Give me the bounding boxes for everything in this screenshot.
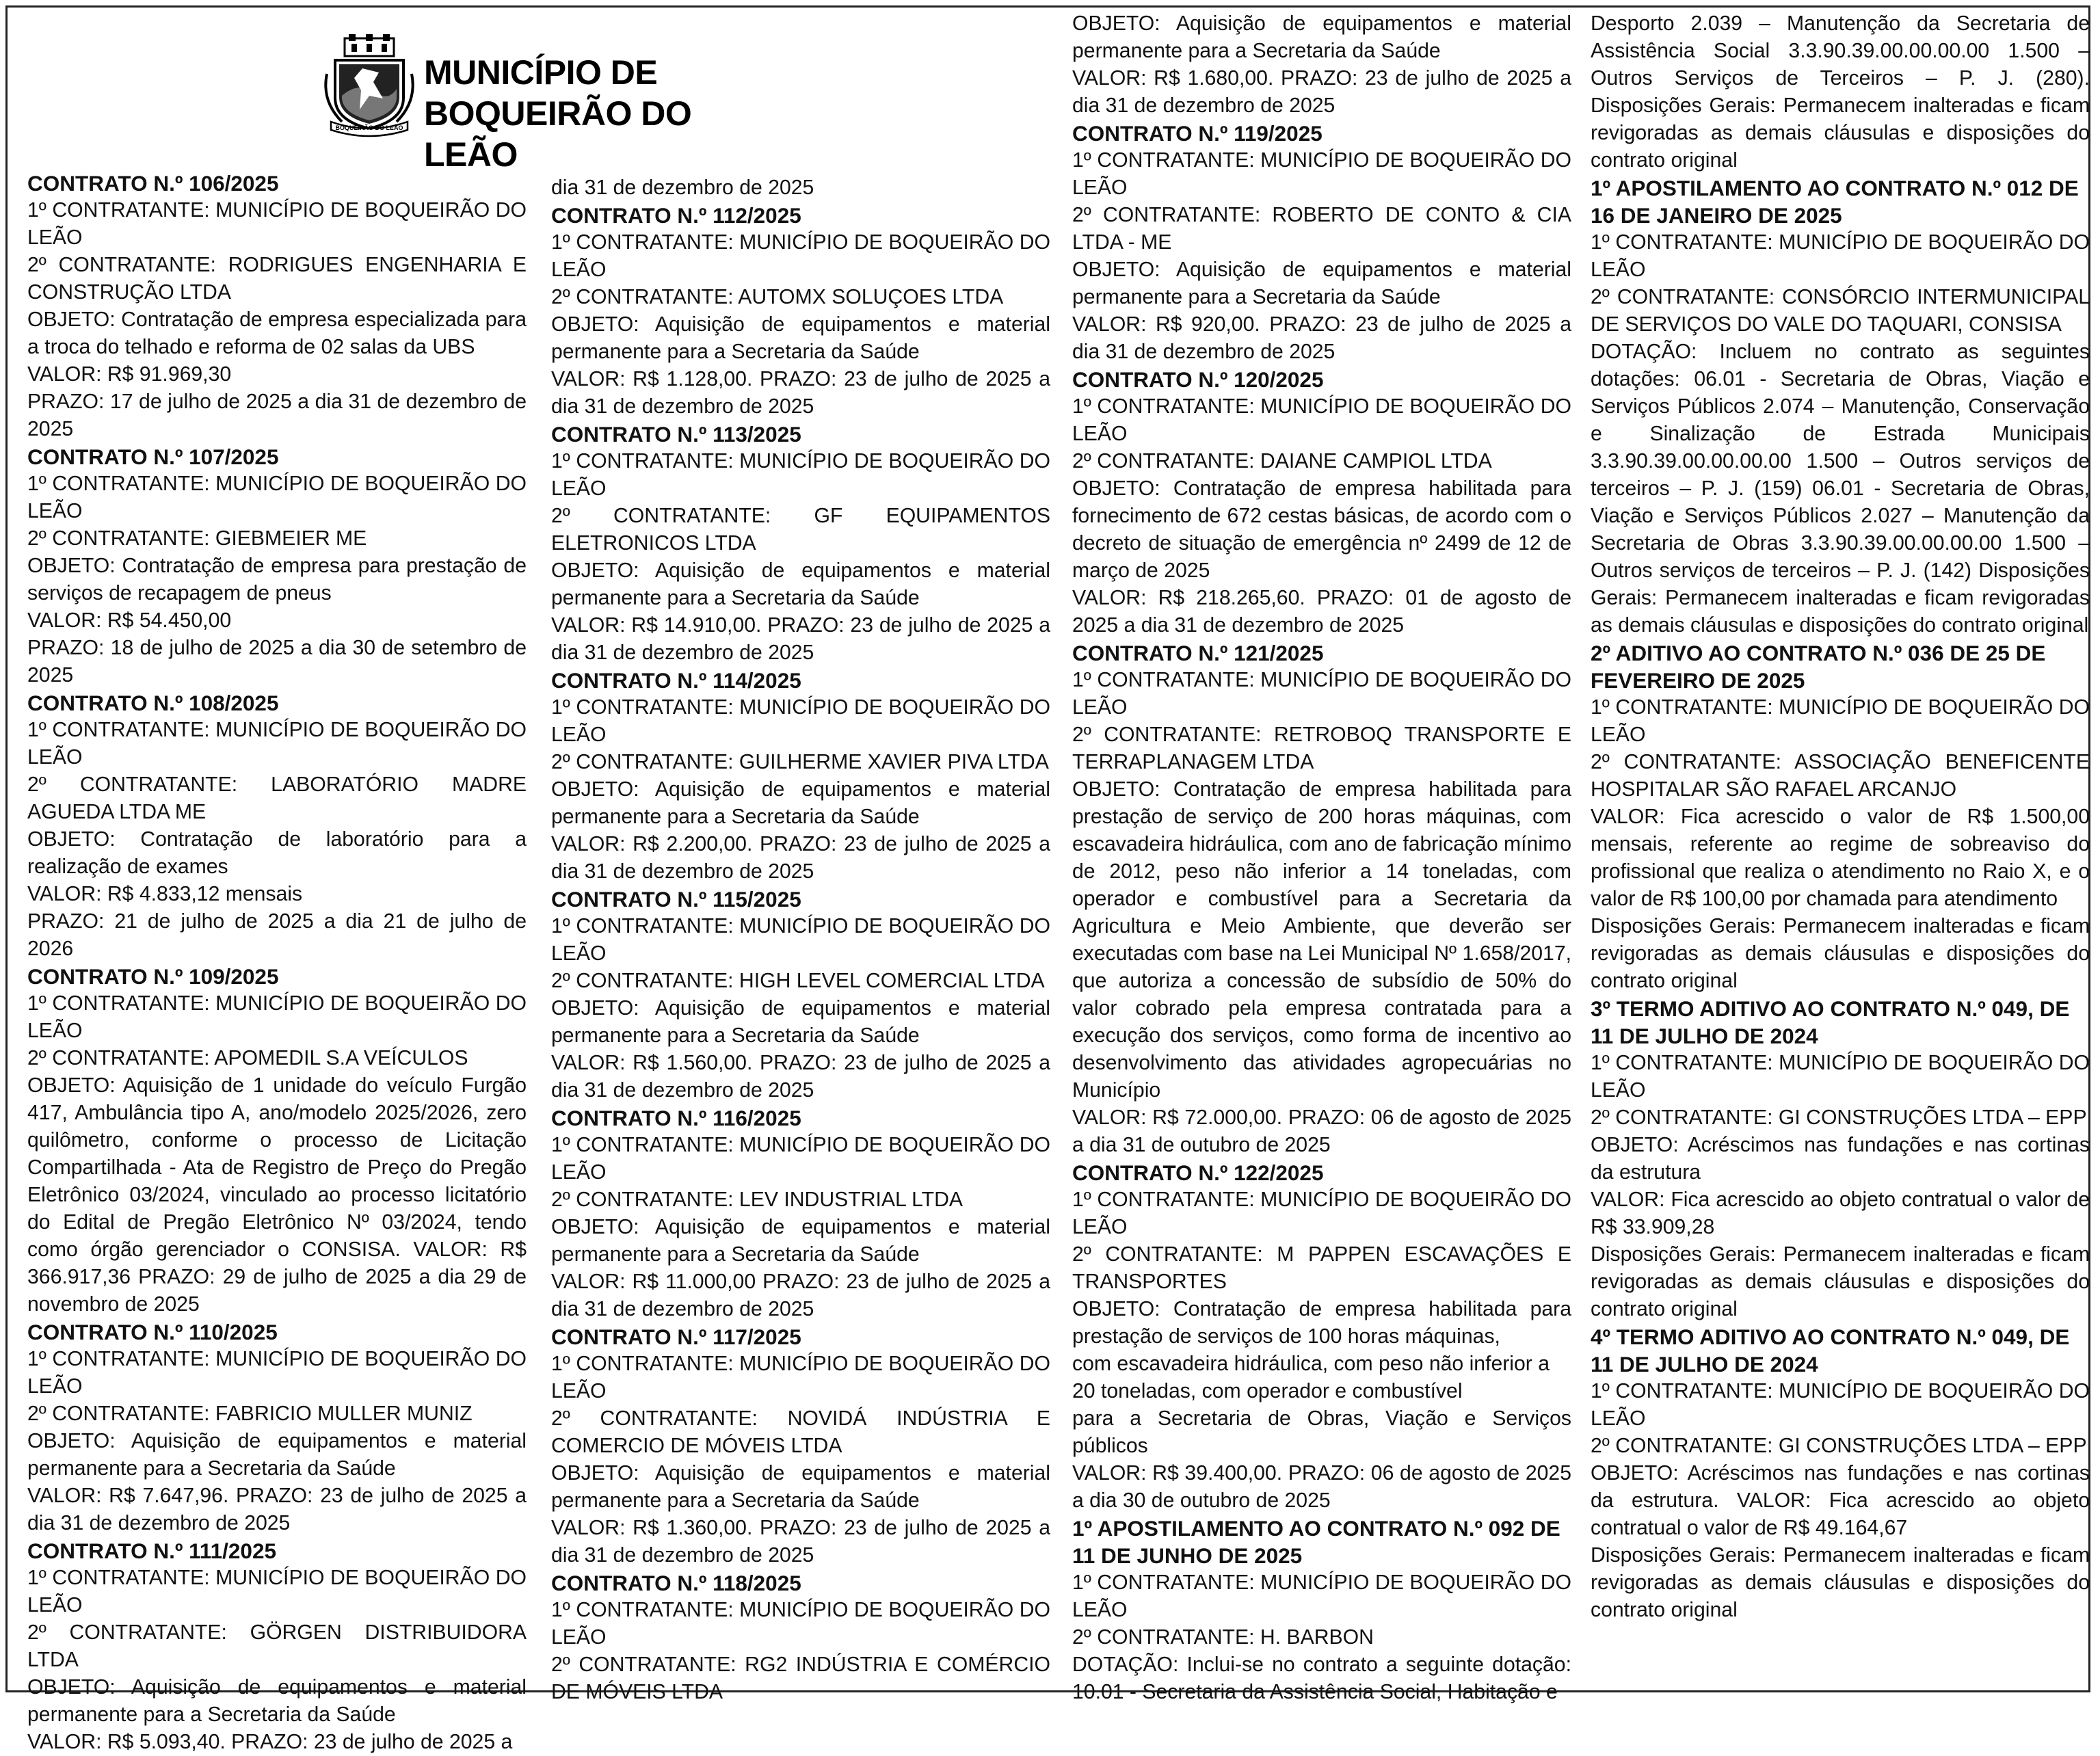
contract-text: OBJETO: Aquisição de equipamentos e material permanente para a Secretaria da Saúde — [1072, 12, 1571, 62]
contract-text: 1º CONTRATANTE: MUNICÍPIO DE BOQUEIRÃO DO LEÃO — [27, 1567, 527, 1617]
contract-text: Disposições Gerais: Permanecem inalteradas e ficam revigoradas as demais cláusulas e disposições do contrato original — [1591, 1544, 2090, 1621]
contract-text: 1º CONTRATANTE: MUNICÍPIO DE BOQUEIRÃO DO LEÃO — [27, 992, 527, 1042]
column-3 — [1072, 10, 1571, 1703]
contract-text: VALOR: R$ 91.969,30 — [27, 363, 232, 386]
contract-text: 2º CONTRATANTE: RG2 INDÚSTRIA E COMÉRCIO DE MÓVEIS LTDA — [551, 1653, 1050, 1703]
contract-text: 2º CONTRATANTE: APOMEDIL S.A VEÍCULOS — [27, 1047, 468, 1069]
contract-text: OBJETO: Aquisição de 1 unidade do veículo Furgão 417, Ambulância tipo A, ano/modelo 2025/2026, zero quilômetro, conforme o processo de Licitação Compartilhada - Ata de Registro de Preço do Pregão Eletrônico 03/2024, vinculado ao processo licitatório do Edital de Pregão Eletrônico Nº 03/2024, tendo como órgão gerenciador o CONSISA. VALOR: R$ 366.917,36 PRAZO: 29 de julho de 2025 a dia 29 de novembro de 2025 — [27, 1074, 527, 1316]
contract-text: 1º CONTRATANTE: MUNICÍPIO DE BOQUEIRÃO DO LEÃO — [27, 473, 527, 522]
contract-heading: CONTRATO N.º 122/2025 — [1072, 1160, 1324, 1185]
contract-text: Disposições Gerais: Permanecem inalteradas e ficam revigoradas as demais cláusulas e disposições do contrato original — [1591, 915, 2090, 992]
contract-text: OBJETO: Contratação de empresa habilitada para prestação de serviço de 200 horas máquinas, com escavadeira hidráulica, com ano de fabricação mínimo de 2012, peso não inferior a 14 toneladas, com operador e combustível para a Secretaria da Agricultura e Meio Ambiente, que deverão ser executadas com base na Lei Municipal Nº 1.658/2017, que autoriza a concessão de subsídio de 50% do valor cobrado pela empresa contratada para a execução dos serviços, como forma de incentivo ao desenvolvimento das atividades agropecuárias no Município — [1072, 778, 1571, 1102]
contract-text: OBJETO: Aquisição de equipamentos e material permanente para a Secretaria da Saúde — [1072, 258, 1571, 308]
contract-text: 2º CONTRATANTE: NOVIDÁ INDÚSTRIA E COMERCIO DE MÓVEIS LTDA — [551, 1407, 1050, 1457]
contract-text: VALOR: R$ 1.360,00. PRAZO: 23 de julho de 2025 a dia 31 de dezembro de 2025 — [551, 1517, 1050, 1567]
contract-text: OBJETO: Aquisição de equipamentos e material permanente para a Secretaria da Saúde — [551, 1462, 1050, 1512]
contract-text: VALOR: R$ 14.910,00. PRAZO: 23 de julho de 2025 a dia 31 de dezembro de 2025 — [551, 614, 1050, 664]
contract-text: 1º CONTRATANTE: MUNICÍPIO DE BOQUEIRÃO DO LEÃO — [1072, 149, 1571, 199]
contract-text: Desporto 2.039 – Manutenção da Secretaria de Assistência Social 3.3.90.39.00.00.00.00 1.500 – Outros Serviços de Terceiros – P. J. (280). Disposições Gerais: Permanecem inalteradas e ficam revigoradas as demais cláusulas e disposições do contrato original — [1591, 12, 2090, 172]
contract-text: para a Secretaria de Obras, Viação e Serviços públicos — [1072, 1407, 1571, 1457]
contract-text: 2º CONTRATANTE: LEV INDUSTRIAL LTDA — [551, 1188, 963, 1211]
contract-text: 2º CONTRATANTE: GI CONSTRUÇÕES LTDA – EPP — [1591, 1435, 2087, 1457]
contract-text: 1º CONTRATANTE: MUNICÍPIO DE BOQUEIRÃO DO LEÃO — [1591, 231, 2090, 281]
contract-text: 1º CONTRATANTE: MUNICÍPIO DE BOQUEIRÃO DO LEÃO — [1591, 1052, 2090, 1102]
contract-text: VALOR: R$ 1.680,00. PRAZO: 23 de julho de 2025 a dia 31 de dezembro de 2025 — [1072, 67, 1571, 117]
contract-text: 1º CONTRATANTE: MUNICÍPIO DE BOQUEIRÃO DO LEÃO — [551, 450, 1050, 500]
contract-text: OBJETO: Acréscimos nas fundações e nas cortinas da estrutura — [1591, 1134, 2090, 1184]
contract-text: 2º CONTRATANTE: CONSÓRCIO INTERMUNICIPAL DE SERVIÇOS DO VALE DO TAQUARI, CONSISA — [1591, 286, 2090, 336]
contract-text: VALOR: R$ 1.560,00. PRAZO: 23 de julho de 2025 a dia 31 de dezembro de 2025 — [551, 1052, 1050, 1102]
contract-text: 1º CONTRATANTE: MUNICÍPIO DE BOQUEIRÃO DO LEÃO — [551, 1599, 1050, 1649]
contract-text: Disposições Gerais: Permanecem inalteradas e ficam revigoradas as demais cláusulas e disposições do contrato original — [1591, 1243, 2090, 1320]
contract-text: VALOR: R$ 54.450,00 — [27, 609, 232, 632]
contract-text: DOTAÇÃO: Incluem no contrato as seguintes dotações: 06.01 - Secretaria de Obras, Viação e Serviços Públicos 2.074 – Manutenção, Conservação e Sinalização de Estrada Municipais 3.3.90.39.00.00.00.00 1.500 – Outros serviços de terceiros – P. J. (159) 06.01 - Secretaria de Obras, Viação e Serviços Públicos 2.027 – Manutenção da Secretaria de Obras 3.3.90.39.00.00.00.00 1.500 – Outros serviços de terceiros – P. J. (142) Disposições Gerais: Permanecem inalteradas e ficam revigoradas as demais cláusulas e disposições do contrato original — [1591, 341, 2090, 637]
contract-text: VALOR: R$ 1.128,00. PRAZO: 23 de julho de 2025 a dia 31 de dezembro de 2025 — [551, 368, 1050, 418]
contract-text: 2º CONTRATANTE: GUILHERME XAVIER PIVA LTDA — [551, 751, 1049, 773]
contract-text: PRAZO: 21 de julho de 2025 a dia 21 de julho de 2026 — [27, 910, 527, 960]
municipality-name — [424, 52, 759, 175]
contract-text: com escavadeira hidráulica, com peso não inferior a — [1072, 1353, 1550, 1375]
contract-text: 1º CONTRATANTE: MUNICÍPIO DE BOQUEIRÃO DO LEÃO — [551, 696, 1050, 746]
contract-text: VALOR: R$ 218.265,60. PRAZO: 01 de agosto de 2025 a dia 31 de dezembro de 2025 — [1072, 587, 1571, 637]
contract-text: VALOR: R$ 7.647,96. PRAZO: 23 de julho de 2025 a dia 31 de dezembro de 2025 — [27, 1485, 527, 1534]
contract-text: 2º CONTRATANTE: H. BARBON — [1072, 1626, 1374, 1649]
contract-text: OBJETO: Aquisição de equipamentos e material permanente para a Secretaria da Saúde — [27, 1676, 527, 1726]
masthead — [321, 33, 759, 174]
contract-text: 2º CONTRATANTE: HIGH LEVEL COMERCIAL LTDA — [551, 970, 1045, 992]
municipal-crest-icon — [321, 33, 417, 139]
contract-text: VALOR: R$ 39.400,00. PRAZO: 06 de agosto de 2025 a dia 30 de outubro de 2025 — [1072, 1462, 1571, 1512]
contract-text: 20 toneladas, com operador e combustível — [1072, 1380, 1463, 1402]
contract-text: OBJETO: Acréscimos nas fundações e nas cortinas da estrutura. VALOR: Fica acrescido ao objeto contratual o valor de R$ 49.164,67 — [1591, 1462, 2090, 1539]
contract-text: 1º CONTRATANTE: MUNICÍPIO DE BOQUEIRÃO DO LEÃO — [27, 1348, 527, 1398]
contract-text: OBJETO: Contratação de empresa especializada para a troca do telhado e reforma de 02 salas da UBS — [27, 308, 527, 358]
contract-text: PRAZO: 18 de julho de 2025 a dia 30 de setembro de 2025 — [27, 637, 527, 687]
contract-heading: CONTRATO N.º 120/2025 — [1072, 367, 1324, 392]
contract-text: 1º CONTRATANTE: MUNICÍPIO DE BOQUEIRÃO DO LEÃO — [27, 199, 527, 249]
contract-text: PRAZO: 17 de julho de 2025 a dia 31 de dezembro de 2025 — [27, 390, 527, 440]
column-2 — [551, 174, 1050, 1703]
contract-text: 2º CONTRATANTE: FABRICIO MULLER MUNIZ — [27, 1402, 473, 1425]
contract-text: 1º CONTRATANTE: MUNICÍPIO DE BOQUEIRÃO DO LEÃO — [1591, 696, 2090, 746]
contract-heading: CONTRATO N.º 109/2025 — [27, 964, 279, 989]
contract-text: OBJETO: Aquisição de equipamentos e material permanente para a Secretaria da Saúde — [551, 1216, 1050, 1266]
contract-heading: CONTRATO N.º 118/2025 — [551, 1571, 801, 1595]
contract-text: OBJETO: Aquisição de equipamentos e material permanente para a Secretaria da Saúde — [27, 1430, 527, 1480]
contract-text: DOTAÇÃO: Inclui-se no contrato a seguinte dotação: 10.01 - Secretaria da Assistência Social, Habitação e — [1072, 1653, 1571, 1703]
contract-text: VALOR: Fica acrescido ao objeto contratual o valor de R$ 33.909,28 — [1591, 1188, 2090, 1238]
contract-text: 2º CONTRATANTE: GÖRGEN DISTRIBUIDORA LTDA — [27, 1621, 527, 1671]
contract-text: 2º CONTRATANTE: LABORATÓRIO MADRE AGUEDA LTDA ME — [27, 773, 527, 823]
contract-heading: CONTRATO N.º 111/2025 — [27, 1539, 276, 1563]
contract-text: OBJETO: Contratação de laboratório para a realização de exames — [27, 828, 527, 878]
contract-text: 2º CONTRATANTE: ROBERTO DE CONTO & CIA LTDA - ME — [1072, 204, 1571, 254]
contract-heading: 2º ADITIVO AO CONTRATO N.º 036 DE 25 DE FEVEREIRO DE 2025 — [1591, 641, 2046, 693]
contract-heading: CONTRATO N.º 119/2025 — [1072, 121, 1323, 146]
contract-text: OBJETO: Aquisição de equipamentos e material permanente para a Secretaria da Saúde — [551, 559, 1050, 609]
contract-text: OBJETO: Contratação de empresa habilitada para prestação de serviços de 100 horas máquinas, — [1072, 1298, 1571, 1348]
municipality-name-line2: BOQUEIRÃO DO LEÃO — [424, 94, 692, 174]
contract-text: OBJETO: Aquisição de equipamentos e material permanente para a Secretaria da Saúde — [551, 313, 1050, 363]
contract-text: 2º CONTRATANTE: RODRIGUES ENGENHARIA E CONSTRUÇÃO LTDA — [27, 254, 527, 304]
contract-text: OBJETO: Aquisição de equipamentos e material permanente para a Secretaria da Saúde — [551, 997, 1050, 1047]
contract-text: 1º CONTRATANTE: MUNICÍPIO DE BOQUEIRÃO DO LEÃO — [1072, 669, 1571, 719]
contract-text: 1º CONTRATANTE: MUNICÍPIO DE BOQUEIRÃO DO LEÃO — [1072, 395, 1571, 445]
contract-text: 1º CONTRATANTE: MUNICÍPIO DE BOQUEIRÃO DO LEÃO — [27, 719, 527, 769]
contract-text: VALOR: R$ 11.000,00 PRAZO: 23 de julho de 2025 a dia 31 de dezembro de 2025 — [551, 1271, 1050, 1320]
contract-text: 1º CONTRATANTE: MUNICÍPIO DE BOQUEIRÃO DO LEÃO — [1591, 1380, 2090, 1430]
contract-text: dia 31 de dezembro de 2025 — [551, 176, 814, 199]
column-4 — [1591, 10, 2090, 1688]
contract-heading: CONTRATO N.º 108/2025 — [27, 691, 279, 715]
contract-text: 2º CONTRATANTE: AUTOMX SOLUÇOES LTDA — [551, 286, 1004, 308]
contract-heading: CONTRATO N.º 116/2025 — [551, 1106, 801, 1130]
contract-text: 2º CONTRATANTE: GI CONSTRUÇÕES LTDA – EPP — [1591, 1106, 2087, 1129]
contract-heading: CONTRATO N.º 115/2025 — [551, 887, 801, 912]
contract-text: 2º CONTRATANTE: M PAPPEN ESCAVAÇÕES E TRANSPORTES — [1072, 1243, 1571, 1293]
contract-text: 1º CONTRATANTE: MUNICÍPIO DE BOQUEIRÃO DO LEÃO — [551, 1353, 1050, 1402]
contract-text: VALOR: R$ 5.093,40. PRAZO: 23 de julho de 2025 a — [27, 1731, 513, 1753]
contract-text: 1º CONTRATANTE: MUNICÍPIO DE BOQUEIRÃO DO LEÃO — [1072, 1188, 1571, 1238]
contract-heading: CONTRATO N.º 110/2025 — [27, 1320, 278, 1344]
contract-text: 1º CONTRATANTE: MUNICÍPIO DE BOQUEIRÃO DO LEÃO — [551, 231, 1050, 281]
contract-heading: CONTRATO N.º 112/2025 — [551, 203, 801, 228]
municipality-name-line1: MUNICÍPIO DE — [424, 53, 658, 92]
contract-text: OBJETO: Contratação de empresa para prestação de serviços de recapagem de pneus — [27, 555, 527, 604]
contract-text: VALOR: Fica acrescido o valor de R$ 1.500,00 mensais, referente ao regime de sobreaviso do profissional que realiza o atendimento no Raio X, e o valor de R$ 100,00 por chamada para atendimento — [1591, 806, 2090, 910]
contract-heading: 3º TERMO ADITIVO AO CONTRATO N.º 049, DE 11 DE JULHO DE 2024 — [1591, 996, 2070, 1048]
contract-text: VALOR: R$ 920,00. PRAZO: 23 de julho de 2025 a dia 31 de dezembro de 2025 — [1072, 313, 1571, 363]
contract-text: VALOR: R$ 72.000,00. PRAZO: 06 de agosto de 2025 a dia 31 de outubro de 2025 — [1072, 1106, 1571, 1156]
svg-text:BOQUEIRÃO DO LEÃO: BOQUEIRÃO DO LEÃO — [335, 124, 403, 131]
contract-heading: CONTRATO N.º 107/2025 — [27, 444, 279, 469]
contract-heading: CONTRATO N.º 114/2025 — [551, 668, 801, 693]
contract-heading: 4º TERMO ADITIVO AO CONTRATO N.º 049, DE 11 DE JULHO DE 2024 — [1591, 1325, 2070, 1376]
contract-text: 2º CONTRATANTE: RETROBOQ TRANSPORTE E TERRAPLANAGEM LTDA — [1072, 723, 1571, 773]
contract-text: 1º CONTRATANTE: MUNICÍPIO DE BOQUEIRÃO DO LEÃO — [551, 915, 1050, 965]
contract-text: 1º CONTRATANTE: MUNICÍPIO DE BOQUEIRÃO DO LEÃO — [551, 1134, 1050, 1184]
contract-text: 2º CONTRATANTE: DAIANE CAMPIOL LTDA — [1072, 450, 1492, 473]
contract-heading: CONTRATO N.º 113/2025 — [551, 422, 801, 447]
contract-text: 1º CONTRATANTE: MUNICÍPIO DE BOQUEIRÃO DO LEÃO — [1072, 1571, 1571, 1621]
contract-text: 2º CONTRATANTE: GIEBMEIER ME — [27, 527, 367, 550]
contract-text: VALOR: R$ 4.833,12 mensais — [27, 883, 303, 905]
column-1 — [27, 170, 527, 1753]
contract-heading: CONTRATO N.º 121/2025 — [1072, 641, 1324, 665]
contract-text: 2º CONTRATANTE: GF EQUIPAMENTOS ELETRONICOS LTDA — [551, 505, 1050, 555]
contract-heading: CONTRATO N.º 117/2025 — [551, 1325, 801, 1349]
contract-heading: CONTRATO N.º 106/2025 — [27, 171, 279, 196]
contract-text: VALOR: R$ 2.200,00. PRAZO: 23 de julho de 2025 a dia 31 de dezembro de 2025 — [551, 833, 1050, 883]
contract-text: 2º CONTRATANTE: ASSOCIAÇÃO BENEFICENTE HOSPITALAR SÃO RAFAEL ARCANJO — [1591, 751, 2090, 801]
contract-text: OBJETO: Aquisição de equipamentos e material permanente para a Secretaria da Saúde — [551, 778, 1050, 828]
contract-heading: 1º APOSTILAMENTO AO CONTRATO N.º 012 DE 16 DE JANEIRO DE 2025 — [1591, 176, 2079, 228]
contract-text: OBJETO: Contratação de empresa habilitada para fornecimento de 672 cestas básicas, de acordo com o decreto de situação de emergência nº 2499 de 12 de março de 2025 — [1072, 477, 1571, 582]
contract-heading: 1º APOSTILAMENTO AO CONTRATO N.º 092 DE 11 DE JUNHO DE 2025 — [1072, 1516, 1560, 1568]
